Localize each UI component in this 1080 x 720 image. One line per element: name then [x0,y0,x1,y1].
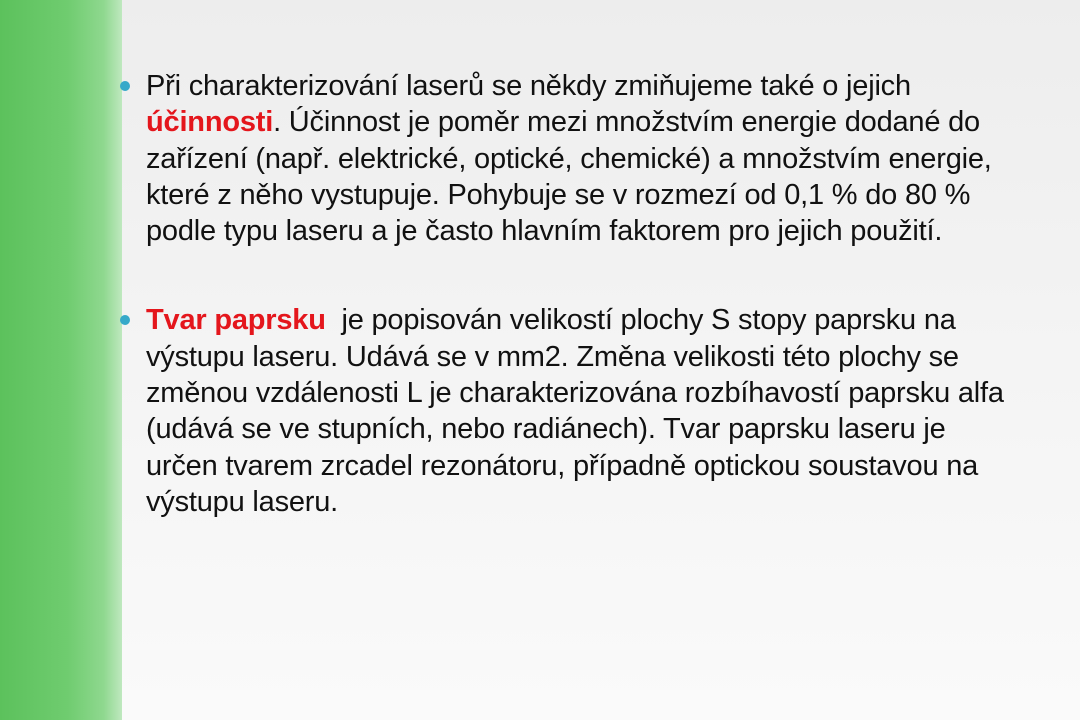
bullet-dot-icon [120,315,130,325]
bullet-beam-shape [118,302,1018,520]
bullet-2-highlight-tvar-paprsku: Tvar paprsku [146,304,326,337]
slide-content [118,68,1018,520]
bullet-1-text-2: . Účinnost je poměr mezi množstvím energie dodané do zařízení (např. elektrické, optické, chemické) a množstvím energie, které z něho vystupuje. Pohybuje se v rozmezí od 0,1 % do 80 % podle typu laseru a je často hlavním faktorem pro jejich použití. [146,106,992,248]
bullet-2-text-1: je popisován velikostí plochy S stopy paprsku na výstupu laseru. Udává se v mm2. Změna velikosti této plochy se změnou vzdálenosti L je charakterizována rozbíhavostí paprsku alfa (udává se ve stupních, nebo radiánech). Tvar paprsku laseru je určen tvarem zrcadel rezonátoru, případně optickou soustavou na výstupu laseru. [146,304,1012,518]
bullet-1-highlight-ucinnosti: účinnosti [146,106,274,139]
green-sidebar-band [0,0,122,720]
bullet-1-text-1: Při charakterizování laserů se někdy zmiňujeme také o jejich [146,70,911,102]
bullet-efficiency [118,68,1018,249]
bullet-dot-icon [120,81,130,91]
